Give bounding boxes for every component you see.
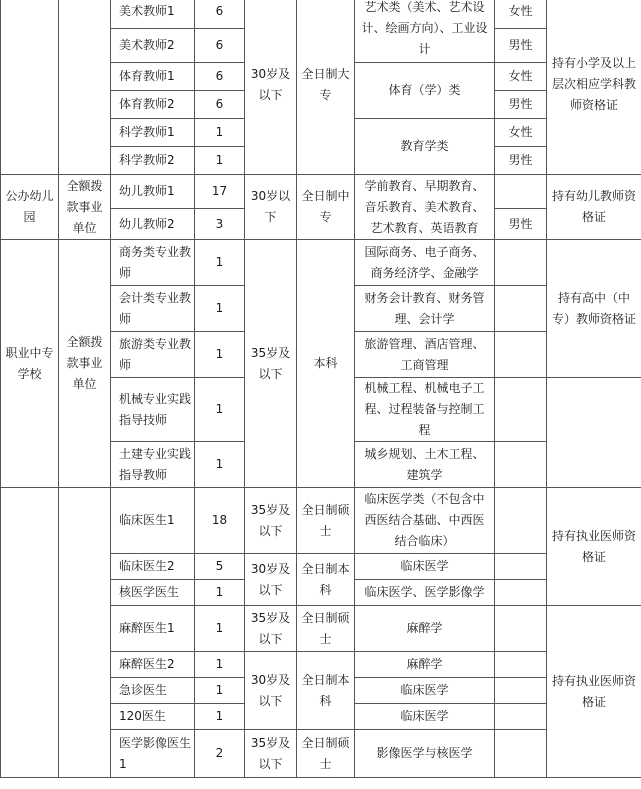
gender-cell (495, 730, 547, 778)
major-cell: 临床医学 (355, 554, 495, 580)
major-cell: 影像医学与核医学 (355, 730, 495, 778)
gender-cell (495, 554, 547, 580)
gender-cell (495, 488, 547, 554)
age-cell: 35岁及以下 (245, 488, 297, 554)
major-cell: 临床医学、医学影像学 (355, 580, 495, 606)
major-cell: 体育（学）类 (355, 63, 495, 119)
position-cell: 旅游类专业教师 (111, 332, 195, 378)
count-cell: 1 (195, 147, 245, 175)
education-cell: 全日制中专 (297, 175, 355, 240)
table-row (1, 240, 641, 286)
major-cell: 临床医学类（不包含中西医结合基础、中西医结合临床） (355, 488, 495, 554)
major-cell: 机械工程、机械电子工程、过程装备与控制工程 (355, 378, 495, 442)
gender-cell: 男性 (495, 147, 547, 175)
education-cell: 全日制硕士 (297, 488, 355, 554)
gender-cell (495, 332, 547, 378)
position-cell: 土建专业实践指导教师 (111, 442, 195, 488)
education-cell: 全日制本科 (297, 652, 355, 730)
position-cell: 科学教师2 (111, 147, 195, 175)
position-cell: 急诊医生 (111, 678, 195, 704)
type-cell: 全额拨款事业单位 (59, 240, 111, 488)
major-cell: 国际商务、电子商务、商务经济学、金融学 (355, 240, 495, 286)
count-cell: 6 (195, 29, 245, 63)
position-cell: 会计类专业教师 (111, 286, 195, 332)
count-cell: 6 (195, 0, 245, 29)
certificate-cell: 持有幼儿教师资格证 (547, 175, 641, 240)
count-cell: 1 (195, 606, 245, 652)
position-cell: 幼儿教师1 (111, 175, 195, 209)
table-row (1, 0, 641, 29)
gender-cell (495, 442, 547, 488)
gender-cell (495, 580, 547, 606)
position-cell: 机械专业实践指导技师 (111, 378, 195, 442)
count-cell: 5 (195, 554, 245, 580)
count-cell: 3 (195, 209, 245, 240)
position-cell: 体育教师1 (111, 63, 195, 91)
gender-cell (495, 286, 547, 332)
position-cell: 幼儿教师2 (111, 209, 195, 240)
position-cell: 美术教师1 (111, 0, 195, 29)
count-cell: 18 (195, 488, 245, 554)
count-cell: 1 (195, 119, 245, 147)
count-cell: 1 (195, 332, 245, 378)
count-cell: 1 (195, 378, 245, 442)
count-cell: 1 (195, 442, 245, 488)
gender-cell (495, 678, 547, 704)
gender-cell: 女性 (495, 119, 547, 147)
major-cell: 临床医学 (355, 704, 495, 730)
position-cell: 麻醉医生2 (111, 652, 195, 678)
major-cell: 临床医学 (355, 678, 495, 704)
unit-cell: 公办幼儿园 (1, 175, 59, 240)
count-cell: 1 (195, 286, 245, 332)
position-cell: 美术教师2 (111, 29, 195, 63)
gender-cell: 男性 (495, 91, 547, 119)
gender-cell (495, 175, 547, 209)
position-cell: 科学教师1 (111, 119, 195, 147)
count-cell: 1 (195, 678, 245, 704)
position-cell: 临床医生2 (111, 554, 195, 580)
count-cell: 1 (195, 580, 245, 606)
age-cell: 30岁及以下 (245, 652, 297, 730)
gender-cell (495, 240, 547, 286)
table-row (1, 488, 641, 554)
gender-cell (495, 606, 547, 652)
count-cell: 6 (195, 63, 245, 91)
count-cell: 1 (195, 704, 245, 730)
unit-cell (1, 0, 59, 175)
gender-cell: 男性 (495, 29, 547, 63)
education-cell: 本科 (297, 240, 355, 488)
education-cell: 全日制大专 (297, 0, 355, 175)
count-cell: 1 (195, 240, 245, 286)
type-cell (59, 0, 111, 175)
type-cell (59, 488, 111, 778)
major-cell: 麻醉学 (355, 652, 495, 678)
count-cell: 17 (195, 175, 245, 209)
position-cell: 医学影像医生1 (111, 730, 195, 778)
gender-cell (495, 652, 547, 678)
certificate-cell: 持有执业医师资格证 (547, 488, 641, 606)
position-cell: 商务类专业教师 (111, 240, 195, 286)
education-cell: 全日制硕士 (297, 606, 355, 652)
certificate-cell: 持有高中（中专）教师资格证 (547, 240, 641, 378)
major-cell: 城乡规划、土木工程、建筑学 (355, 442, 495, 488)
age-cell: 35岁及以下 (245, 606, 297, 652)
major-cell: 旅游管理、酒店管理、工商管理 (355, 332, 495, 378)
age-cell: 30岁及以下 (245, 0, 297, 175)
gender-cell: 女性 (495, 0, 547, 29)
type-cell: 全额拨款事业单位 (59, 175, 111, 240)
position-cell: 核医学医生 (111, 580, 195, 606)
count-cell: 1 (195, 652, 245, 678)
major-cell: 教育学类 (355, 119, 495, 175)
position-cell: 麻醉医生1 (111, 606, 195, 652)
position-cell: 临床医生1 (111, 488, 195, 554)
age-cell: 30岁及以下 (245, 554, 297, 606)
age-cell: 35岁及以下 (245, 730, 297, 778)
certificate-cell (547, 378, 641, 488)
position-cell: 120医生 (111, 704, 195, 730)
major-cell: 财务会计教育、财务管理、会计学 (355, 286, 495, 332)
count-cell: 2 (195, 730, 245, 778)
major-cell: 麻醉学 (355, 606, 495, 652)
certificate-cell: 持有执业医师资格证 (547, 606, 641, 778)
gender-cell: 男性 (495, 209, 547, 240)
table-row (1, 175, 641, 209)
major-cell: 艺术类（美术、艺术设计、绘画方向）、工业设计 (355, 0, 495, 63)
education-cell: 全日制硕士 (297, 730, 355, 778)
position-cell: 体育教师2 (111, 91, 195, 119)
gender-cell (495, 378, 547, 442)
major-cell: 学前教育、早期教育、音乐教育、美术教育、艺术教育、英语教育 (355, 175, 495, 240)
certificate-cell: 持有小学及以上层次相应学科教师资格证 (547, 0, 641, 175)
gender-cell (495, 704, 547, 730)
gender-cell: 女性 (495, 63, 547, 91)
age-cell: 30岁以下 (245, 175, 297, 240)
unit-cell: 职业中专学校 (1, 240, 59, 488)
count-cell: 6 (195, 91, 245, 119)
unit-cell (1, 488, 59, 778)
education-cell: 全日制本科 (297, 554, 355, 606)
age-cell: 35岁及以下 (245, 240, 297, 488)
